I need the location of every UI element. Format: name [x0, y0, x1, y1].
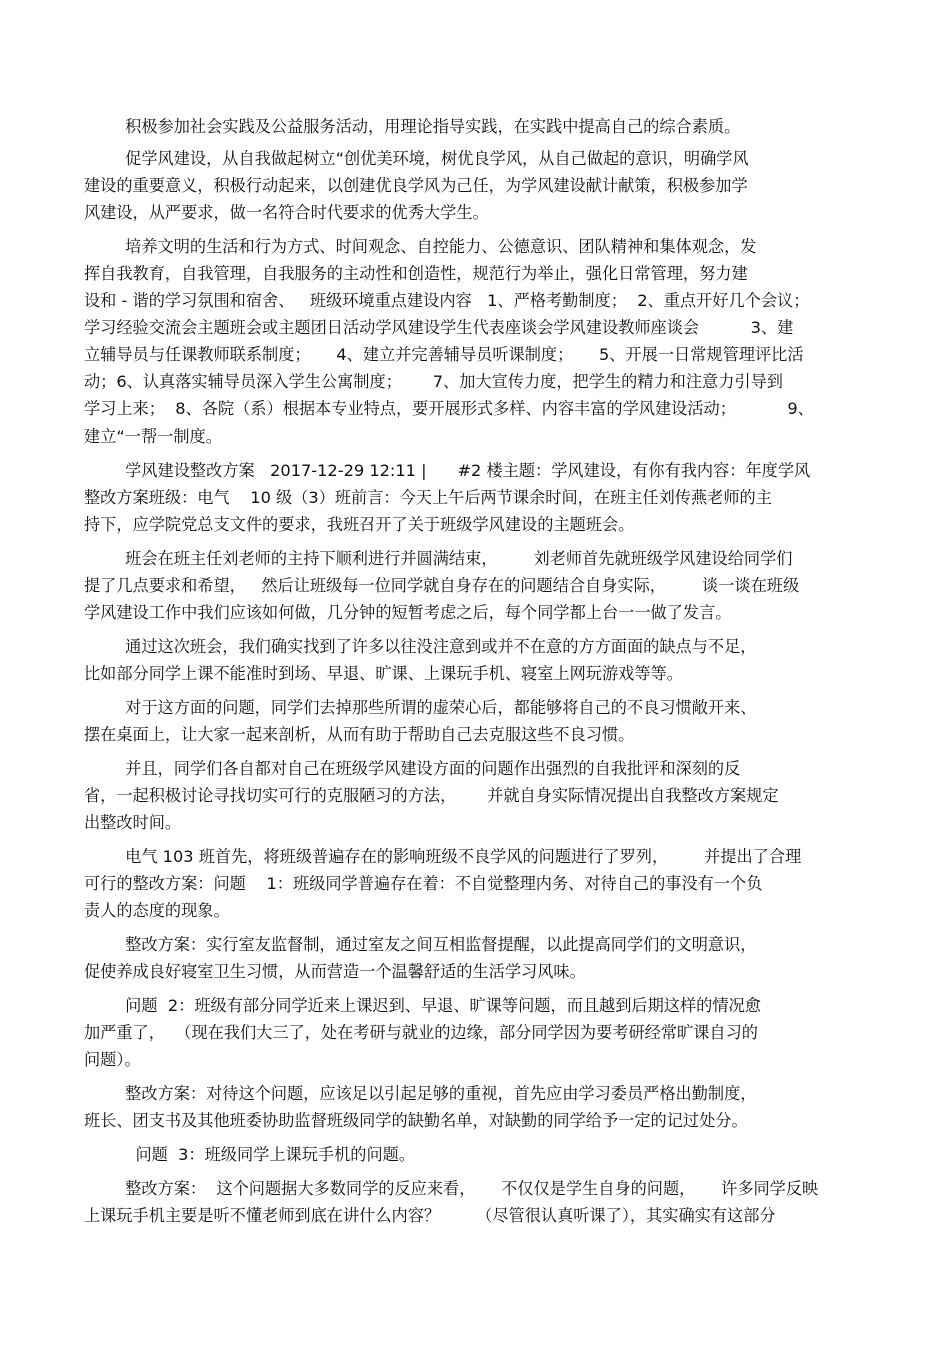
text-line: 建立“一帮一制度。	[84, 427, 222, 446]
text-line: 整改方案班级：电气 10 级（3）班前言：今天上午后两节课余时间，在班主任刘传燕老师的主	[84, 488, 772, 507]
text-line: 建设的重要意义，积极行动起来，以创建优良学风为己任，为学风建设献计献策，积极参加学	[84, 176, 748, 195]
text-line: 班长、团支书及其他班委协助监督班级同学的缺勤名单，对缺勤的同学给予一定的记过处分。	[84, 1111, 748, 1130]
text-line: 比如部分同学上课不能准时到场、早退、旷课、上课玩手机、寝室上网玩游戏等等。	[84, 664, 683, 683]
text-line: 电气 103 班首先，将班级普遍存在的影响班级不良学风的问题进行了罗列， 并提出了合理	[84, 847, 802, 866]
text-line: 对于这方面的问题，同学们去掉那些所谓的虚荣心后，都能够将自己的不良习惯敞开来、	[84, 698, 757, 717]
text-line: 并且，同学们各自都对自己在班级学风建设方面的问题作出强烈的自我批评和深刻的反	[84, 759, 741, 778]
text-line: 挥自我教育，自我管理，自我服务的主动性和创造性，规范行为举止，强化日常管理，努力建	[84, 264, 748, 283]
text-line: 持下，应学院党总支文件的要求，我班召开了关于班级学风建设的主题班会。	[84, 515, 635, 534]
text-line: 问题 2：班级有部分同学近来上课迟到、早退、旷课等问题，而且越到后期这样的情况愈	[84, 996, 761, 1015]
text-line: 整改方案： 这个问题据大多数同学的反应来看， 不仅仅是学生自身的问题， 许多同学反映	[84, 1179, 819, 1198]
text-line: 立辅导员与任课教师联系制度； 4、建立并完善辅导员听课制度； 5、开展一日常规管理评比活	[84, 345, 804, 364]
text-line: 责人的态度的现象。	[84, 901, 230, 920]
text-line: 促使养成良好寝室卫生习惯，从而营造一个温馨舒适的生活学习风味。	[84, 962, 586, 981]
text-line: 班会在班主任刘老师的主持下顺利进行并圆满结束， 刘老师首先就班级学风建设给同学们	[84, 549, 793, 568]
text-line: 提了几点要求和希望， 然后让班级每一位同学就自身存在的问题结合自身实际， 谈一谈在班级	[84, 576, 800, 595]
text-line: 出整改时间。	[84, 813, 182, 832]
text-line: 可行的整改方案：问题 1：班级同学普遍存在着：不自觉整理内务、对待自己的事没有一个负	[84, 874, 763, 893]
text-line: 学习经验交流会主题班会或主题团日活动学风建设学生代表座谈会学风建设教师座谈会 3、建	[84, 318, 794, 337]
text-line: 设和 - 谐的学习氛围和宿舍、 班级环境重点建设内容 1、严格考勤制度； 2、重点开好几个会议；	[84, 291, 810, 310]
text-line: 加严重了， （现在我们大三了，处在考研与就业的边缘，部分同学因为要考研经常旷课自习的	[84, 1023, 758, 1042]
text-line: 上课玩手机主要是听不懂老师到底在讲什么内容？ （尽管很认真听课了），其实确实有这部分	[84, 1206, 776, 1225]
text-line: 风建设，从严要求，做一名符合时代要求的优秀大学生。	[84, 203, 489, 222]
text-line: 学风建设工作中我们应该如何做，几分钟的短暂考虑之后，每个同学都上台一一做了发言。	[84, 603, 732, 622]
text-line: 问题 3：班级同学上课玩手机的问题。	[84, 1145, 416, 1164]
text-line: 省，一起积极讨论寻找切实可行的克服陋习的方法， 并就自身实际情况提出自我整改方案规定	[84, 786, 779, 805]
text-line: 学习上来； 8、各院（系）根据本专业特点，要开展形式多样、内容丰富的学风建设活动； 9、	[84, 399, 814, 418]
text-line: 摆在桌面上，让大家一起来剖析，从而有助于帮助自己去克服这些不良习惯。	[84, 725, 635, 744]
text-line: 整改方案：实行室友监督制，通过室友之间互相监督提醒，以此提高同学们的文明意识，	[84, 935, 757, 954]
text-line: 促学风建设，从自我做起树立“创优美环境，树优良学风，从自己做起的意识，明确学风	[84, 149, 749, 168]
text-line: 学风建设整改方案 2017-12-29 12:11 | #2 楼主题：学风建设，有你有我内容：年度学风	[84, 461, 811, 480]
text-line: 培养文明的生活和行为方式、时间观念、自控能力、公德意识、团队精神和集体观念，发	[84, 237, 757, 256]
text-line: 整改方案：对待这个问题，应该足以引起足够的重视，首先应由学习委员严格出勤制度，	[84, 1084, 757, 1103]
text-line: 问题）。	[84, 1050, 141, 1069]
text-line: 动；6、认真落实辅导员深入学生公寓制度； 7、加大宣传力度，把学生的精力和注意力引导到	[84, 372, 783, 391]
text-line: 积极参加社会实践及公益服务活动，用理论指导实践，在实践中提高自己的综合素质。	[84, 117, 741, 136]
text-line: 通过这次班会，我们确实找到了许多以往没注意到或并不在意的方方面面的缺点与不足，	[84, 637, 757, 656]
